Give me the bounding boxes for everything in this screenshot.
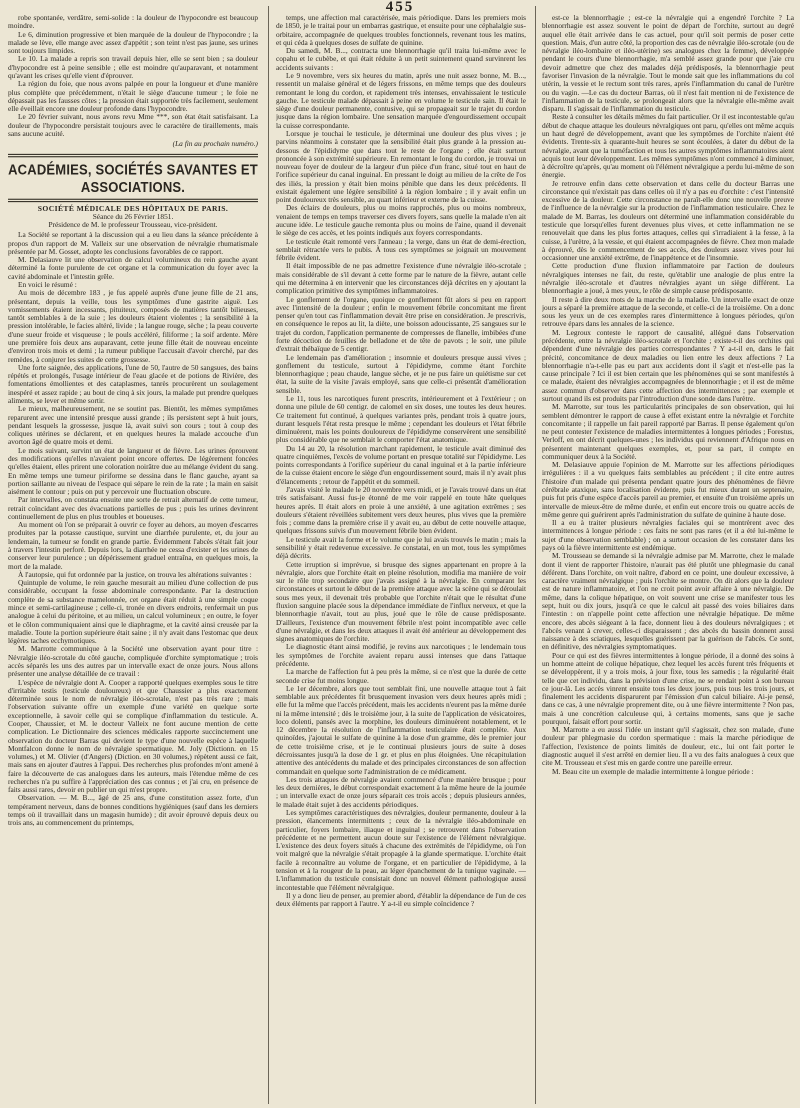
observation-text [276, 14, 526, 908]
paragraph: M. Marrotte, sur tous les particularités principales de son observation, qui lui semblent démontrer le rapport de cause à effet existant entre la névralgie et l'orchite concomitante ; il rappelle un fait pareil rapporté par Barras. Il pense également qu'on ne peut contester l'existence de maladies intermittentes à longues périodes ; Forestus, Verloff, en ont décrit quelques-unes ; les individus qui reviennent d'Afrique nous en présentent maintenant quelques exemples, et, pour sa part, il compte en communiquer deux à la Société. [542, 402, 794, 461]
paragraph: L'espèce de névralgie dont A. Cooper a rapporté quelques exemples sous le titre d'irritable testis (testicule douloureux) et que Chaussier a plus exactement déterminée sous le nom de névralgie iléo-scrotale, n'est pas très rare ; mais l'observation suivante offre un exemple d'une variété en quelque sorte exceptionnelle, à savoir celle qui se complique d'inflammation du testicule. A. Cooper, Chaussier, et M. le docteur Valleix ne font aucune mention de cette complication. Le Dictionnaire des sciences médicales rapporte succinctement une observation du docteur Barras qui devient le type d'une nouvelle espèce à laquelle Montfalcon donne le nom de névralgie spermatique. M. Joly (Dictionn. en 15 volumes,) et M. Olivier (d'Angers) (Diction. en 30 volumes,) répètent aussi ce fait, mais sans en ajouter d'autres à l'appui. Des recherches plus profondes m'ont amené à faire la découverte de cas analogues dans les auteurs, mais l'étendue même de ces recherches n'a pu suffire à l'appréciation des cas connus ; et j'ai cru, en présence de faits aussi rares, devoir en publier un qui m'est propre. [8, 677, 258, 795]
paragraph: Il reste à dire deux mots de la marche de la maladie. Un intervalle exact de onze jours a séparé la première attaque de la seconde, et celle-ci de la troisième. On a donc sous les yeux un de ces exemples rares d'intermittence à longues périodes, qu'on retrouve épars dans les annales de la science. [542, 294, 794, 329]
paragraph: Lorsque je touchai le testicule, je déterminai une douleur des plus vives ; je parvins néanmoins à constater que la sensibilité était plus grande à la pression au-dessous de l'épididyme que dans tout le reste de l'organe ; elle était surtout prononcée à son extrémité supérieure. En remontant le long du cordon, je trouvai un nouveau foyer de douleur de la largeur d'un pièce d'un franc, situé tout en haut de l'orifice supérieur du canal inguinal. En pressant le doigt au milieu de la crête de l'os des iliés, la pression y était bien moins pénible que dans les deux précédents. Il existait également une légère sensibilité à la région lombaire ; il y avait enfin un point douloureux très sensible, au quart inférieur et externe de la cuisse. [276, 128, 526, 205]
session-report [8, 231, 258, 827]
paragraph: Le 11, tous les narcotiques furent prescrits, intérieurement et à l'extérieur ; on donna une pilule de 60 centigr. de calomel en six doses, une toutes les deux heures. Ce traitement fut continué, à quelques variantes près, pendant trois à quatre jours, durant lesquels l'état resta presque le même ; cependant les douleurs et l'état fébrile diminuèrent, mais les points douloureux de l'épididyme conservèrent une sensibilité plus considérable que ne semblait le comporter l'état anatomique. [276, 393, 526, 445]
paragraph: Par intervalles, on constata ensuite une sorte de retrait alternatif de cette tumeur, retrait coïncidant avec des évacuations partielles de pus ; puis les urines devinrent continuellement de plus en plus troubles et boueuses. [8, 495, 258, 521]
page-number: 455 [385, 0, 415, 15]
paragraph: Il y a donc lieu de penser, au premier abord, d'établir la dépendance de l'un de ces deux éléments par rapport à l'autre. Y a-t-il eu simple coïncidence ? [276, 890, 526, 909]
article-continuation [8, 14, 258, 138]
paragraph: Pour ce qui est des fièvres intermittentes à longue période, il a donné des soins à un homme atteint de colique hépatique, chez lequel les accès furent très fréquents et se développèrent, il y a trois mois, à jour fixe, tous les samedis ; la régularité était telle que cet individu, dans la prévision d'une crise, ne se rendait point à son bureau ce jour-là. Les accès vinrent ensuite tous les deux jours, puis tous les trois jours, et finalement les accidents disparurent par l'émission d'un calcul biliaire. Ai-je pensé, dans ce cas, à une névralgie proprement dite, ou à une fièvre intermittente ? Non pas, mais à une concrétion calculeuse qui, à certains moments, sans que je sache pourquoi, faisait effort pour sortir. [542, 650, 794, 726]
column-3 [542, 14, 794, 1104]
session-date: Séance du 26 Février 1851. [92, 211, 174, 221]
paragraph: La marche de l'affection fut à peu près la même, si ce n'est que la durée de cette seconde crise fut moins longue. [276, 667, 526, 685]
paragraph: Quintuple de volume, le rein gauche mesurait au milieu d'une collection de pus considérable, occupant la fosse abdominale correspondante. Par la destruction complète de sa substance mamelonnée, cet organe était réduit à une simple coque mince et semi-cartilagineuse ; celle-ci, tronée en divers endroits, renfermait un pus analogue à celui du péritoine, et au milieu, un calcul volumineux ; en outre, le foyer et le côlon communiquaient ainsi que le diaphragme, et la cavité ainsi creusée par la maladie. Toute la portion supérieure était saine ; il n'y avait dans l'estomac que deux légères taches ecchymotiques. [8, 578, 258, 646]
paragraph: Observation. — M. B..., âgé de 25 ans, d'une constitution assez forte, d'un tempérament nerveux, dans de bonnes conditions hygiéniques (sauf dans les derniers temps où il travaillait dans un magasin humide) ; dit avoir éprouvé depuis deux ou trois ans, au commencement du printemps, [8, 793, 258, 828]
presidency-line: Présidence de M. le professeur Trousseau, vice-président. [48, 220, 218, 230]
paragraph: Le 9 novembre, vers six heures du matin, après une nuit assez bonne, M. B..., ressentit un malaise général et de légers frissons, en même temps que des douleurs remontant le long du cordon, et rapidement très intenses, envahissaient le testicule gauche. Le testicule malade dépassait à peine en volume le testicule sain. Il était le siège d'une douleur permanente, contusive, qui se propageait sur le trajet du cordon jusque dans la région lombaire. Une sensation marquée d'engourdissement occupait la cuisse correspondante. [276, 70, 526, 130]
paragraph: M. Beau cite un exemple de maladie intermittente à longue période : [552, 766, 754, 776]
paragraph: Le mieux, malheureusement, ne se soutint pas. Bientôt, les mêmes symptômes reparurent avec une intensité presque aussi grande ; ils persistent sept à huit jours, pendant lesquels la grossesse, jusque là, avait suivi son cours ; tout à coup des coliques utérines se déclarent, et en quelques heures la malade accouche d'un avorton âgé de quatre mois et demi. [8, 404, 258, 447]
paragraph: La région du foie, que nous avons palpée en pour la longueur et d'une manière plus complète que précédemment, n'était le siège d'aucune tumeur ; le foie ne dépassait pas les fausses côtes ; la pression était supportée très facilement, seulement elle éveillait encore une douleur profonde dans l'hypocondre. [8, 79, 258, 114]
paragraph: temps, une affection mal caractérisée, mais périodique. Dans les premiers mois de 1850, je le traitai pour un embarras gastrique, et ensuite pour une céphalalgie sus-orbitaire, accompagnée de quelques troubles fonctionnels, revenant tous les matins, et qui céda à quelques doses de sulfate de quinine. [276, 14, 526, 47]
paragraph: Le 20 février suivant, nous avons revu Mme ***, son état était satisfaisant. La douleur de l'hypocondre persistait toujours avec le caractère de tiraillements, mais sans aucune acuité. [8, 112, 258, 138]
paragraph: Le 1er décembre, alors que tout semblait fini, une nouvelle attaque tout à fait semblable aux précédentes fit brusquement invasion vers deux heures après midi ; elle fut la même que l'accès précédent, mais les accidents n'eurent pas la même durée ni la même intensité ; dès le troisième jour, à la suite de l'application de vésicatoires, loco dolenti, pansés avec la morphine, les douleurs diminuèrent notablement, et le 12 décembre la résolution de l'inflammation testiculaire était complète. Aux quinoïdes, j'ajoutai le sulfate de quinine à la dose d'un gramme, dès le premier jour de cette troisième crise, et je le continuai plusieurs jours de suite à doses décroissantes jusqu'à la dose de 1 gr. et plus en plus éloignées. Une récapitulation attentive des antécédents du malade et des principales circonstances de son affection commandait en quelque sorte l'administration de ce médicament. [276, 683, 526, 776]
column-1 [8, 14, 258, 1104]
paragraph: Du 14 au 20, la résolution marchant rapidement, le testicule avait diminué des quatre cinquièmes, l'excès de volume portant en presque totalité sur l'épididyme. Les points correspondants à l'orifice supérieur du canal inguinal et à la partie inférieure de la cuisse étaient encore le siège d'un engourdissement sourd, mais il n'y avait plus d'élancements ; retour de l'appétit et du sommeil. [276, 443, 526, 486]
paragraph: La Société se reportant à la discussion qui a eu lieu dans la séance précédente à propos d'un rapport de M. Valleix sur une observation de névralgie rhumatismale présentée par M. Gosset, adopte les conclusions favorables de ce rapport. [8, 230, 258, 256]
paragraph: Le diagnostic étant ainsi modifié, je revins aux narcotiques ; le lendemain tous les symptômes de l'orchite avaient reparu aussi intenses que dans l'attaque précédente. [276, 642, 526, 668]
discussion-text [542, 14, 794, 776]
paragraph: M. Trousseau se demande si la névralgie admise par M. Marrotte, chez le malade dont il vient de rapporter l'histoire, n'aurait pas été plutôt une phlegmasie du canal déférent. Dans l'orchite, on voit naître, d'abord en ce point, une douleur excessive, à caractère vraiment névralgique ; puis l'orchite se montre. On dit alors que la douleur est de nature inflammatoire, et l'on ne croit point avoir affaire à une névralgie. De même, dans la colique hépatique, on voit souvent une crise se manifester tous les sept, huit ou dix jours, jusqu'à ce que le calcul ait passé des voies biliaires dans l'intestin : on n'appelle point cette affection une névralgie hépatique. De même encore, des abcès siégeant à la face, donnent lieu à des douleurs névralgiques ; et l'abcès venant à crever, celles-ci disparaissent ; des abcès du bassin donnent aussi naissance à des sciatiques, lesquelles guérissent par la guérison de l'abcès. Ce sont, en définitive, des névralgies symptomatiques. [542, 551, 794, 652]
paragraph: Des éclairs de douleurs, plus ou moins rapprochés, plus ou moins nombreux, venaient de temps en temps traverser ces divers foyers, sans quelle la malade n'en ait aucune idée. Le testicule gauche remonta plus ou moins de l'aine, quand il devenait le siège de ces accès, et les points indiqués aux foyers correspondants. [276, 203, 526, 238]
paragraph: Les symptômes caractéristiques des névralgies, douleur permanente, douleur à la pression, élancements intermittents ; ceux de la névralgie iléo-abdominale en particulier, foyers lombaire, iliaque et inguinal ; se retrouvent dans l'observation précédente et ne permettent aucun doute sur l'existence de l'élément névralgique. L'existence des deux foyers situés à chacune des extrémités de l'épididyme, où l'on voit malgré que la névralgie s'était propagée à la glande spermatique. L'orchite était facile à reconnaître au volume de l'organe, et en particulier de l'épididyme, à la tension et à la rougeur de la peau, au léger épanchement de la tunique vaginale. — L'inflammation du testicule consistait donc un nouvel élément pathologique aussi incontestable que l'élément névralgique. [276, 808, 526, 892]
paragraph: M. Delasiauve lit une observation de calcul volumineux du rein gauche ayant déterminé la fonte purulente de cet organe et la communication du foyer avec la cavité abdominale et l'intestin grêle. [8, 255, 258, 281]
paragraph: À l'autopsie, qui fut ordonnée par la justice, on trouva les altérations suivantes : [18, 569, 252, 579]
column-rule [268, 6, 269, 1104]
paragraph: J'avais visité le malade le 20 novembre vers midi, et je l'avais trouvé dans un état très satisfaisant. Aussi fus-je étonné de me voir rappelé en toute hâte quelques heures après. Il était alors en proie à une anxiété, à une agitation extrêmes ; ses douleurs s'étaient réveillées subitement vers deux heures, plus vives que la première fois ; comme dans la première crise il y avait eu, au début de cette nouvelle attaque, quelques frissons suivis d'un mouvement fébrile bien évident. [276, 485, 526, 536]
paragraph: Du samedi, M. B..., contracta une blennorrhagie qu'il traita lui-même avec le copahu et le cubèbe, et qui était réduite à un petit suintement quand survinrent les accidents suivants : [276, 46, 526, 72]
paragraph: Au mois de décembre 183 , je fus appelé auprès d'une jeune fille de 21 ans, présentant, depuis la veille, tous les symptômes d'une gastrite aiguë. Les vomissements étaient incessants, pituiteux, composés de matières tantôt bilieuses, tantôt semblables à de la suie ; les douleurs étaient violentes ; la sensibilité à la pression intolérable, le facies altéré, livide ; la langue rouge, sèche ; la peau couverte d'une sueur froide et visqueuse ; le pouls accéléré, filiforme ; la soif ardente. Mère une première fois deux ans auparavant, cette jeune fille était de nouveau enceinte d'environ trois mois et demi ; la rumeur publique l'accusait d'avoir cherché, par des remèdes, à conjurer les suites de cette grossesse. [8, 288, 258, 364]
paragraph: Le lendemain pas d'amélioration ; insomnie et douleurs presque aussi vives ; gonflement du testicule, surtout à l'épididyme, comme étant l'orchite blennorrhagique ; peau chaude, langue sèche, et je ne pus faire un quiétisme sur cet état, la suite de la visite j'avais employé, sans que celle-ci présentât d'amélioration sensible. [276, 352, 526, 395]
paragraph: Le gonflement de l'organe, quoique ce gonflement fût alors si peu en rapport avec l'intensité de la douleur ; enfin le mouvement fébrile concomitant me firent penser qu'en tout cas l'inflammation devait être prise en considération. Je prescrivis, en conséquence le repos au lit, la diète, une boisson adoucissante, 25 sangsues sur le trajet du cordon, l'application permanente de compresses de flanelle, imbibées d'une forte décoction de feuilles de belladone et de tête de pavots ; le soir, une pilule d'extrait thébaïque de 5 centigr. [276, 294, 526, 354]
section-heading: ACADÉMIES, SOCIÉTÉS SAVANTES ET ASSOCIATIONS. [8, 153, 258, 201]
paragraph: Il a eu à traiter plusieurs névralgies faciales qui se montrèrent avec des intermittences à longue période : ces faits ne sont pas rares (et il a été lui-même le sujet d'une observation semblable) ; on a surtout occasion de les constater dans les pays où la fièvre intermittente est endémique. [542, 518, 794, 552]
paragraph: Le 6, diminution progressive et bien marquée de la douleur de l'hypocondre ; la malade se lève, elle mange avec assez d'appétit ; son teint n'est pas jaune, ses urines sont toujours limpides. [8, 29, 258, 56]
paragraph: En voici le résumé : [18, 280, 77, 290]
to-be-continued-note: (La fin au prochain numéro.) [172, 139, 258, 149]
paragraph: Une forte saignée, des applications, l'une de 50, l'autre de 50 sangsues, des bains répétés et prolongés, l'usage intérieur de l'eau glacée et de potions de Rivière, des fomentations émollientes et des cataplasmes, tanrès procurèrent un soulagement inespéré et assez rapide ; au bout de cinq à six jours, la malade put prendre quelques aliments, se lever et même sortir. [8, 362, 258, 405]
paragraph: M. Marrotte a eu aussi l'idée un instant qu'il s'agissait, chez son malade, d'une douleur par phlegmasie du cordon spermatique : mais la marche périodique de l'affection, l'existence de points limités de douleur, etc., lui ont fait porter le diagnostic auquel il s'est arrêté en dernier lieu. Il a vu des faits analogues à ceux que cite M. Trousseau et s'est mis en garde contre une pareille erreur. [542, 725, 794, 768]
paragraph: M. Legroux conteste le rapport de causalité, allégué dans l'observation précédente, entre la névralgie iléo-scrotale et l'orchite ; existe-t-il des orchites qui dépendent d'une névralgie des parties correspondantes ? Y a-t-il en, dans le fait précité, concomitance de deux maladies ou lien entre les deux affections ? La blennorrhagie n'a-t-elle pas eu part aux accidents dont il s'agit et n'est-elle pas la cause principale ? Ici il est bien certain que les phénomènes qui se sont manifestés à ce malade, étaient des névralgies accompagnées de blennorrhagie ; et il est de même assez commun d'observer dans cette affection des intermittences ; par exemple et surtout quand ils est produits par l'introduction d'une sonde dans l'urètre. [542, 327, 794, 403]
paragraph: Cette production d'une fluxion inflammatoire par l'action de douleurs névralgiques intenses ne fait, du reste, qu'établir une analogie de plus entre la névralgie iléo-scrotale et d'autres névralgies ayant un siège différent. La blennorrhagie a joué, à mes yeux, le rôle de simple cause prédisposante. [542, 261, 794, 296]
paragraph: est-ce la blennorrhagie ; est-ce la névralgie qui a engendré l'orchite ? La blennorrhagie est assez souvent le point de départ de l'orchite, surtout au degré auquel elle était arrivée dans le cas actuel, pour qu'il soit permis de poser cette question. Mais, d'un autre côté, la proportion des cas de névralgie iléo-scrotale (ou de névralgie iléo-lombaire et iléo-utérine) ses analogues chez la femme), développée pendant le cours d'une blennorrhagie, m'a semblé assez grande pour que j'aie cru devoir admettre que chez des malades déjà prédisposés, la blennorrhagie peut favoriser l'invasion de la névralgie. Tout le monde sait que les inflammations du col utérin, la vessie et le rectum sont très rares, après l'inflammation du canal de l'urètre ou du vagin. —Le cas du docteur Barras, où il n'est fait mention ni de l'existence de l'inflammation de la testicule, se prolongeait alors que la névralgie elle-même avait disparu. Il s'agissait de l'inflammation du testicule. [542, 14, 794, 114]
paragraph: M. Delasiauve appuie l'opinion de M. Marrotte sur les affections périodiques irrégulières : il a vu quelques faits semblables au précédent ; il cite entre autres l'histoire d'un malade qui présenta pendant quatre jours des phénomènes de fièvre cérébrale ataxique, sans localisation évidente, puis fut mieux durant un septenaire, puis fut pris d'une espèce d'accès pareil au premier, et ensuite d'un troisième après un intervalle de mieux-être de même durée, et enfin eut encore trois ou quatre accès de même genre qui guérirent après l'administration du sulfate de quinine à haute dose. [542, 460, 794, 519]
paragraph: Les trois attaques de névralgie avaient commencé d'une manière brusque ; pour les deux dernières, le début correspondait exactement à la même heure de la journée ; un intervalle exact de onze jours séparait ces trois accès ; depuis plusieurs années, le malade était sujet à des accidents périodiques. [276, 774, 526, 809]
society-name: SOCIÉTÉ MÉDICALE DES HÔPITAUX DE PARIS. [37, 203, 229, 213]
paragraph: Je retrouve enfin dans cette observation et dans celle du docteur Barras une circonstance qui n'existait pas dans celles où il n'y a pas eu d'orchite : c'est l'intensité excessive de la douleur. Cette circonstance ne paraît-elle donc une nouvelle preuve de l'influence de la névralgie sur la production de l'inflammation testiculaire. Chez le malade de M. Barras, les douleurs ont déterminé une inflammation considérable du testicule que lorsqu'elles furent devenues plus vives, et cette inflammation ne se renouvelait que dans les plus fortes attaques, celles qui s'irradiaient à la fesse, à la cuisse, à l'urètre, à la vessie, et qui étaient accompagnées de fièvre. Chez mon malade à éprouvé, dès le commencement de ses accès, des douleurs assez vives pour lui occasionner une anxiété extrême, de l'inappétence et de l'insomnie. [542, 178, 794, 263]
paragraph: M. Marrotte communique à la Société une observation ayant pour titre : Névralgie iléo-scrotale du côté gauche, compliquée d'orchite symptomatique ; trois accès séparés les uns des autres par un intervalle exact de onze jours. Nous allons présenter une analyse détaillée de ce travail : [8, 644, 258, 679]
paragraph: Le testicule avait la forme et le volume que je lui avais trouvés le matin ; mais la sensibilité y était redevenue excessive. Je constatai, en un mot, tous les symptômes déjà décrits. [276, 534, 526, 561]
paragraph: Il était impossible de ne pas admettre l'existence d'une névralgie iléo-scrotale ; mais considérable de s'il devant à cette forme par le nature de la fièvre, autant celle qui me détermina à en intervenir que les circonstances déjà décrites en y ajoutant la complication primitive des symptômes inflammatoires. [276, 261, 526, 296]
paragraph: Cette irruption si imprévue, si brusque des signes appartenant en propre à la névralgie, alors que l'orchite était en pleine résolution, modifia ma manière de voir sur le rôle trop secondaire que j'avais assigné à la névralgie. En comparant les circonstances et surtout le début de la première attaque avec la scène qui se déroulait sous mes yeux, il devenait très probable que l'orchite n'était que le résultat d'une fluxion sanguine placée sous la dépendance immédiate de l'influx nerveux, et que la blennorrhagie n'avait, tout au plus, joué que le rôle de cause prédisposante. D'ailleurs, l'existence d'un mouvement fébrile n'est point incompatible avec celle d'une névralgie, et dans les deux attaques il avait été antérieur au développement des signes anatomiques de l'orchite. [276, 559, 526, 644]
paragraph: Au moment où l'on se préparait à ouvrir ce foyer au dehors, au moyen d'escarres produites par la potasse caustique, survint une diarrhée purulente, et, du jour au lendemain, la tumeur se fondit en grande partie. Évidemment l'abcès s'était fait jour à travers l'intestin perforé. Depuis lors, la diarrhée ne cessa d'exister et les urines de conserver leur purulence ; un dépérissement graduel entraîna, en quelques mois, la mort de la malade. [8, 520, 258, 571]
paragraph: robe spontanée, verdâtre, semi-solide : la douleur de l'hypocondre est beaucoup moindre. [8, 14, 258, 31]
paragraph: Le 10. La malade a repris son travail depuis hier, elle se sent bien ; sa douleur d'hypocondre est à peine sensible ; elle est moindre qu'auparavant, et notamment qu'avant les crises qu'elle vient d'éprouver. [8, 54, 258, 80]
column-rule [535, 6, 536, 1104]
paragraph: Le mois suivant, survint un état de langueur et de fièvre. Les urines éprouvent des modifications qu'elles n'avaient point encore offertes. De légèrement foncées qu'elles étaient, elles prirent une coloration noirâtre due au mélange évident du sang. En même temps une tumeur piriforme se dessina dans le flanc gauche, ayant sa portion saillante au niveau de l'espace qui sépare le rein de la rate ; la main en saisit aisément le contour ; puis on put y percevoir une fluctuation obscure. [8, 445, 258, 497]
column-2 [276, 14, 526, 1104]
paragraph: Le testicule était remonté vers l'anneau ; la verge, dans un état de demi-érection, semblait rétractée vers le pubis. À tous ces symptômes se joignait un mouvement fébrile évident. [276, 236, 526, 263]
paragraph: Reste à consulter les détails mêmes du fait particulier. Or il est incontestable qu'au début de chaque attaque les douleurs névralgiques ont paru, qu'elles ont même acquis un haut degré de développement, avant que les symptômes de l'orchite n'aient été évidents. Trente-six à quarante-huit heures se sont écoulées, à dater du début de la névralgie, avant que la tuméfaction et tous les autres symptômes inflammatoires aient acquis tout leur développement. Les mêmes symptômes n'ont commencé à diminuer, à décroître qu'après, qu'au moment où l'élément névralgique a perdu lui-même de son énergie. [542, 112, 794, 180]
